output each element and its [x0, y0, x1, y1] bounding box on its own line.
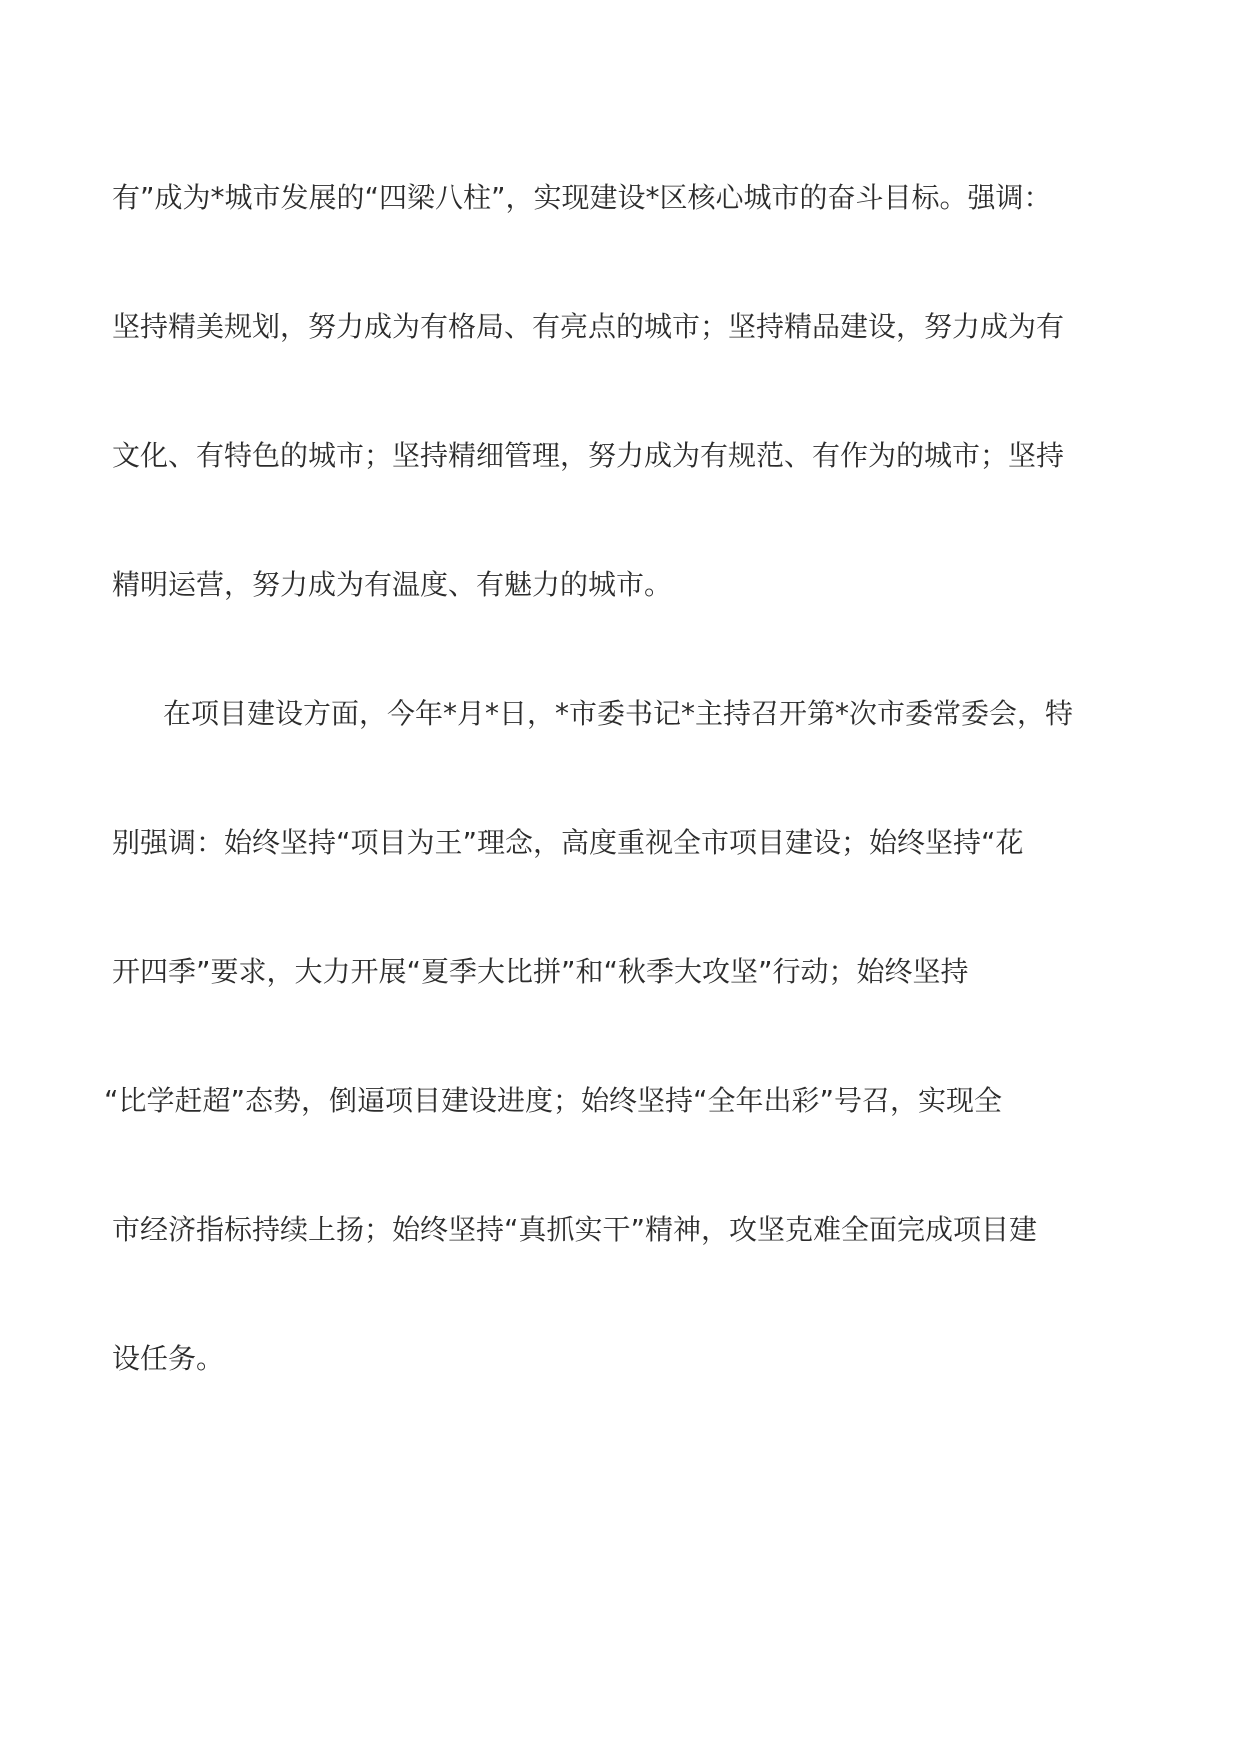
- body-text-line: 文化、有特色的城市；坚持精细管理，努力成为有规范、有作为的城市；坚持: [112, 439, 1065, 472]
- body-text-line: 开四季”要求，大力开展“夏季大比拼”和“秋季大攻坚”行动；始终坚持: [112, 955, 969, 988]
- body-text-line: 有”成为*城市发展的“四梁八柱”，实现建设*区核心城市的奋斗目标。强调：: [112, 181, 1052, 214]
- body-text-line: 别强调：始终坚持“项目为王”理念，高度重视全市项目建设；始终坚持“花: [112, 826, 1024, 859]
- body-text-line: “比学赶超”态势，倒逼项目建设进度；始终坚持“全年出彩”号召，实现全: [104, 1084, 1003, 1117]
- body-text-line: 市经济指标持续上扬；始终坚持“真抓实干”精神，攻坚克难全面完成项目建: [112, 1213, 1038, 1246]
- body-text-line: 设任务。: [112, 1342, 225, 1375]
- body-text-line: 精明运营，努力成为有温度、有魅力的城市。: [112, 568, 673, 601]
- body-text-line: 坚持精美规划，努力成为有格局、有亮点的城市；坚持精品建设，努力成为有: [112, 310, 1065, 343]
- paragraph-first-line: 在项目建设方面，今年*月*日，*市委书记*主持召开第*次市委常委会，特: [163, 697, 1074, 730]
